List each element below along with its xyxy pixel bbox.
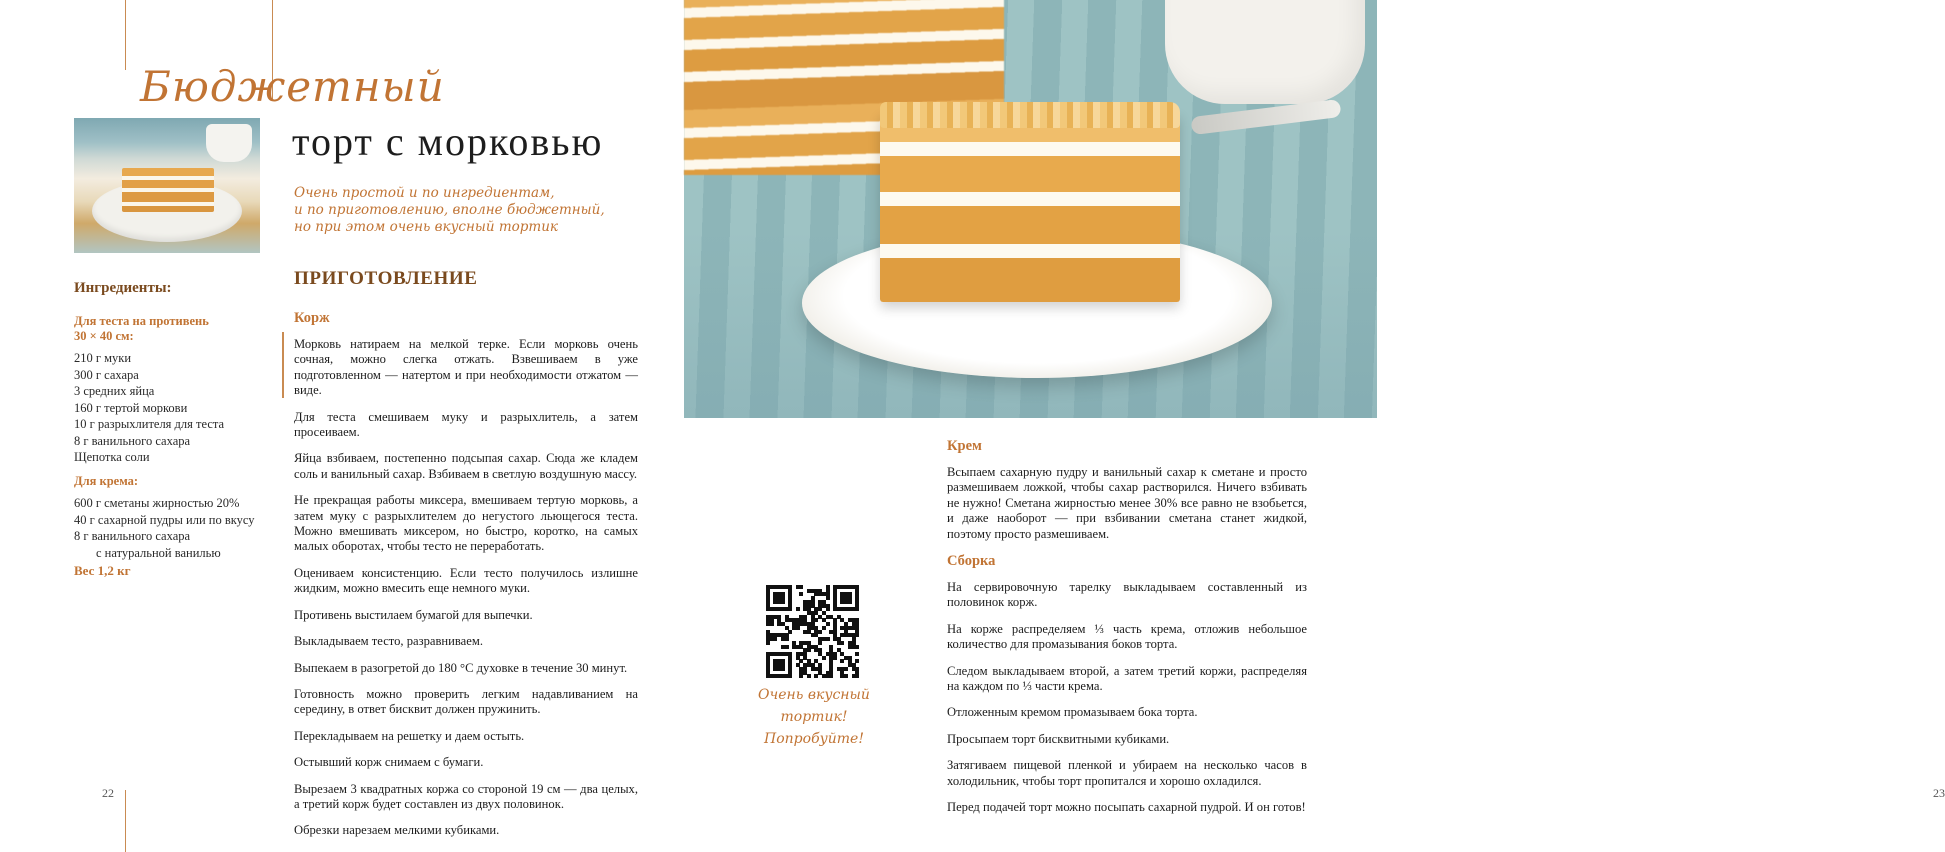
instruction-paragraph: Отложенным кремом промазываем бока торта.: [947, 705, 1198, 720]
instruction-paragraph: Выкладываем тесто, разравниваем.: [294, 634, 483, 649]
ingredient-item: с натуральной ванилью: [96, 545, 221, 560]
instruction-paragraph: Противень выстилаем бумагой для выпечки.: [294, 607, 533, 622]
sborka-paragraphs: [947, 580, 1307, 815]
decorative-rule-top-left: [125, 0, 126, 70]
instruction-paragraph: На корже распределяем ⅓ часть крема, отложив небольшое количество для промазывания боков торта.: [947, 621, 1307, 652]
recipe-thumbnail-photo: [74, 118, 260, 253]
ingredients-group-title: Для теста на противень 30 × 40 см:: [74, 314, 209, 343]
preparation-heading: ПРИГОТОВЛЕНИЕ: [294, 268, 478, 289]
instruction-paragraph: На сервировочную тарелку выкладываем составленный из половинок корж.: [947, 580, 1307, 610]
instruction-paragraph: Готовность можно проверить легким надавливанием на середину, в ответ бисквит должен пружинить.: [294, 686, 638, 717]
instruction-paragraph: Затягиваем пищевой пленкой и убираем на несколько часов в холодильник, чтобы торт пропитался и хорошо охладился.: [947, 758, 1307, 788]
ingredients-group-cream: [74, 474, 274, 561]
ingredient-item: 600 г сметаны жирностью 20%: [74, 496, 240, 510]
hero-photo: [684, 0, 1377, 418]
page-number-left: 22: [102, 786, 114, 800]
instruction-paragraph: Вырезаем 3 квадратных коржа со стороной 19 см — два целых, а третий корж будет составлен из двух половинок.: [294, 781, 638, 811]
instruction-paragraph: Перед подачей торт можно посыпать сахарной пудрой. И он готов!: [947, 800, 1306, 815]
thumbnail-cake-slice: [122, 168, 214, 212]
right-page-body: [947, 438, 1307, 827]
krem-paragraphs: [947, 465, 1307, 542]
instruction-paragraph: Обрезки нарезаем мелкими кубиками.: [294, 823, 500, 838]
ingredients-group-dough: [74, 314, 274, 466]
ingredient-item: 8 г ванильного сахара: [74, 433, 191, 448]
ingredient-item: 210 г муки: [74, 351, 132, 365]
right-page: [684, 0, 1945, 852]
recipe-title-main: торт с морковью: [292, 119, 604, 164]
ingredient-item: 3 средних яйца: [74, 384, 155, 398]
ingredient-item: 40 г сахарной пудры или по вкусу: [74, 512, 255, 527]
instruction-paragraph: Не прекращая работы миксера, вмешиваем тертую морковь, а затем муку с разрыхлителем до негустого льющегося теста. Можно вмешивать миксером, но быстро, коротко, на самых малых оборотах, чтобы тесто не переработать.: [294, 493, 638, 554]
qr-code[interactable]: [766, 585, 859, 678]
ingredient-item: 160 г тертой моркови: [74, 400, 188, 415]
qr-code-pattern: [766, 585, 859, 678]
instruction-paragraph: Следом выкладываем второй, а затем третий коржи, распределяя на каждом по ⅓ части крема.: [947, 663, 1307, 694]
section-heading-sborka: Сборка: [947, 553, 996, 570]
total-weight: Вес 1,2 кг: [74, 563, 131, 578]
hero-crumb-topping: [880, 102, 1180, 128]
preparation-body: [294, 310, 638, 850]
ingredients-group-title: Для крема:: [74, 474, 139, 488]
hero-teacup: [1165, 0, 1365, 104]
instruction-paragraph: Выпекаем в разогретой до 180 °С духовке в течение 30 минут.: [294, 660, 628, 675]
recipe-subtitle: Очень простой и по ингредиентам, и по приготовлению, вполне бюджетный, но при этом очень вкусный тортик: [294, 185, 605, 235]
instruction-paragraph: Всыпаем сахарную пудру и ванильный сахар к сметане и просто размешиваем ложкой, чтобы сахар растворился. Ничего взбивать не нужно! Сметана жирностью менее 30% все равно не взобьется, и даже наоборот — при взбивании сметана станет жидкой, поэтому просто размешиваем.: [947, 465, 1307, 541]
instruction-paragraph: Морковь натираем на мелкой терке. Если морковь очень сочная, можно слегка отжать. Взвешиваем в уже подготовленном — натертом и при необходимости отжатом — виде.: [294, 337, 638, 398]
section-heading-krem: Крем: [947, 438, 982, 454]
left-page: [0, 0, 684, 852]
thumbnail-cup: [206, 124, 252, 162]
page-number-right: 23: [1933, 786, 1945, 800]
qr-caption: Очень вкусный тортик! Попробуйте!: [758, 687, 870, 747]
instruction-paragraph: Для теста смешиваем муку и разрыхлитель, а затем просеиваем.: [294, 409, 638, 440]
ingredient-item: 8 г ванильного сахара: [74, 529, 191, 543]
recipe-title-script: Бюджетный: [140, 62, 445, 111]
instruction-paragraph: Яйца взбиваем, постепенно подсыпая сахар. Сюда же кладем соль и ванильный сахар. Взбиваем в светлую воздушную массу.: [294, 451, 638, 481]
instruction-paragraph: Оцениваем консистенцию. Если тесто получилось излишне жидким, можно вмесить еще немного муки.: [294, 565, 638, 596]
instruction-paragraph: Остывший корж снимаем с бумаги.: [294, 755, 484, 770]
decorative-rule-bottom-left: [125, 790, 126, 852]
decorative-accent-bar: [282, 332, 284, 398]
section-heading-korzh: Корж: [294, 310, 330, 326]
ingredient-item: 10 г разрыхлителя для теста: [74, 417, 225, 431]
instruction-paragraph: Просыпаем торт бисквитными кубиками.: [947, 731, 1170, 746]
hero-cake-slice: [880, 112, 1180, 302]
ingredient-item: Щепотка соли: [74, 450, 150, 464]
ingredients-heading: Ингредиенты:: [74, 280, 172, 296]
ingredient-item: 300 г сахара: [74, 367, 139, 382]
korzh-paragraphs: [294, 337, 638, 839]
instruction-paragraph: Перекладываем на решетку и даем остыть.: [294, 728, 525, 743]
